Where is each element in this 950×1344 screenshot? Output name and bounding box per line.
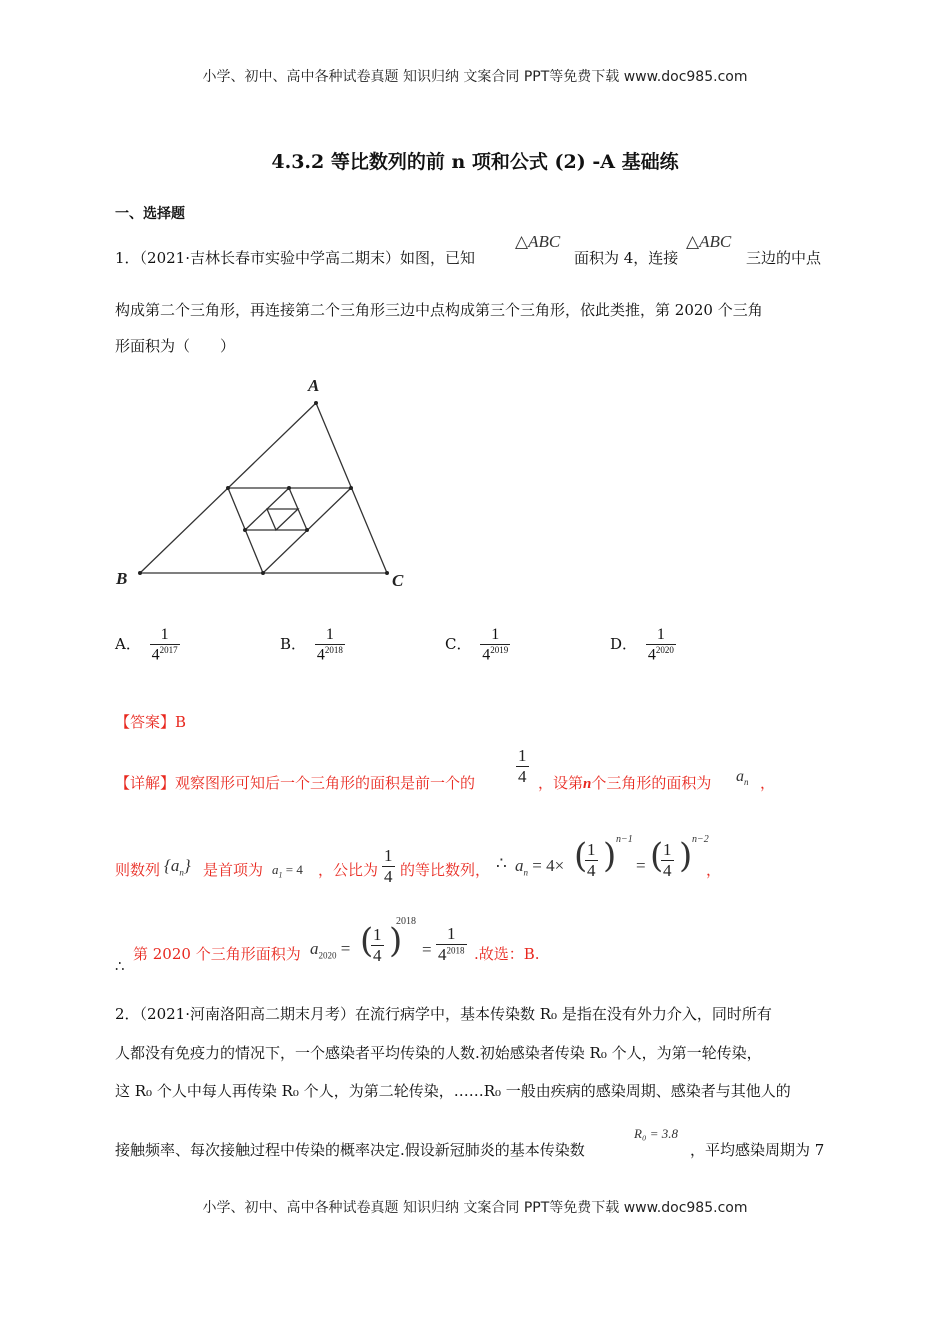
exp-n2: n−2 — [692, 834, 709, 845]
detail-a1: $a_1 = 4$ — [272, 862, 303, 880]
exp-n1: n−1 — [616, 834, 633, 845]
section-heading: 一、选择题 — [115, 206, 185, 222]
page-title: 4.3.2 等比数列的前 n 项和公式 (2) -A 基础练 — [271, 151, 679, 173]
option-b-label: B． — [280, 635, 307, 654]
option-d-label: D． — [610, 635, 638, 654]
detail-line2a: 则数列 — [115, 861, 161, 879]
option-b[interactable] — [280, 626, 345, 664]
vertex-a-label: A — [308, 376, 320, 395]
detail-comma1: ， — [760, 774, 776, 792]
detail-an: $a_n$ — [736, 768, 749, 788]
vertex-b-label: B — [116, 569, 128, 588]
detail-line2d: 的等比数列， — [400, 861, 491, 879]
term-fraction-2: $\frac{1}{4}$ — [663, 840, 672, 880]
q1-mid2: 三边的中点 — [746, 249, 822, 267]
q2-line1: 2．（2021·河南洛阳高二期末月考）在流行病学中，基本传染数 R₀ 是指在没有外力介入，同时所有 — [115, 1005, 772, 1023]
detail-line1: 【详解】观察图形可知后一个三角形的面积是前一个的 — [115, 774, 476, 792]
q1-line2: 构成第二个三角形，再连接第二个三角形三边中点构成第三个三角形，依此类推，第 2020 个三角 — [115, 301, 763, 319]
sequence-an: $\{a_n\}$ — [164, 856, 191, 878]
detail-line2b: 是首项为 — [203, 861, 264, 879]
answer-line: 【答案】B — [115, 713, 187, 731]
q1-mid1: 面积为 4，连接 — [574, 249, 679, 267]
q1-line1 — [115, 248, 475, 268]
option-d-fraction: $\frac{1}{4^{2020}}$ — [647, 626, 674, 664]
option-b-fraction: $\frac{1}{4^{2018}}$ — [316, 626, 343, 664]
q1-source: （2021·吉林长春市实验中学高二期末）如图，已知 — [139, 249, 475, 267]
a2020-term: $a_{2020}$ = — [310, 939, 351, 961]
detail-comma2: ， — [706, 861, 722, 879]
general-term: $a_n = 4\times$ — [515, 856, 565, 878]
equals-2: = — [422, 940, 432, 959]
option-a-fraction: $\frac{1}{4^{2017}}$ — [151, 626, 178, 664]
a2020-fraction: $\frac{1}{4}$ — [373, 925, 382, 965]
final-fraction: $\frac{1}{4^{2018}}$ — [438, 924, 465, 964]
therefore-sym: ∴ — [496, 854, 507, 874]
detail-line3b: .故选：B. — [474, 945, 540, 963]
option-a-label: A． — [115, 635, 141, 654]
option-c[interactable] — [445, 626, 510, 664]
q2-line4b: ，平均感染周期为 7 — [690, 1141, 825, 1159]
detail-quarter-fraction: $\frac{1}{4}$ — [518, 746, 527, 786]
term-fraction-1: $\frac{1}{4}$ — [587, 840, 596, 880]
exp-2018: 2018 — [396, 916, 416, 927]
detail-line1-rest: ，设第n个三角形的面积为 — [538, 774, 712, 792]
option-c-fraction: $\frac{1}{4^{2019}}$ — [482, 626, 509, 664]
triangle-label-1: △ABC — [515, 232, 561, 251]
detail-line3a: 第 2020 个三角形面积为 — [133, 945, 301, 963]
q2-line4a: 接触频率、每次接触过程中传染的概率决定.假设新冠肺炎的基本传染数 — [115, 1141, 585, 1159]
fourth-triangle — [267, 509, 298, 530]
q1-line3: 形面积为（ ） — [115, 337, 236, 355]
q2-line3: 这 R₀ 个人中每人再传染 R₀ 个人，为第二轮传染，……R₀ 一般由疾病的感染周期、感染者与其他人的 — [115, 1082, 791, 1100]
page-footer: 小学、初中、高中各种试卷真题 知识归纳 文案合同 PPT等免费下载 www.doc985.com — [202, 1200, 748, 1216]
ratio-fraction: $\frac{1}{4}$ — [384, 846, 393, 886]
detail-line2c: ，公比为 — [318, 861, 379, 879]
option-a[interactable] — [115, 626, 180, 664]
r0-value: R₀ = 3.8 — [634, 1126, 678, 1141]
q2-line2: 人都没有免疫力的情况下，一个感染者平均传染的人数.初始感染者传染 R₀ 个人，为第一轮传染， — [115, 1044, 762, 1062]
therefore-sym-2: ∴ — [115, 957, 125, 975]
triangle-label-2: △ABC — [686, 232, 732, 251]
vertex-c-label: C — [392, 571, 404, 590]
equals-1: = — [636, 856, 646, 875]
triangle-figure — [105, 370, 425, 595]
q1-number: 1． — [115, 249, 140, 267]
option-d[interactable] — [610, 626, 676, 664]
option-c-label: C． — [445, 635, 472, 654]
page-header: 小学、初中、高中各种试卷真题 知识归纳 文案合同 PPT等免费下载 www.doc985.com — [202, 69, 748, 85]
